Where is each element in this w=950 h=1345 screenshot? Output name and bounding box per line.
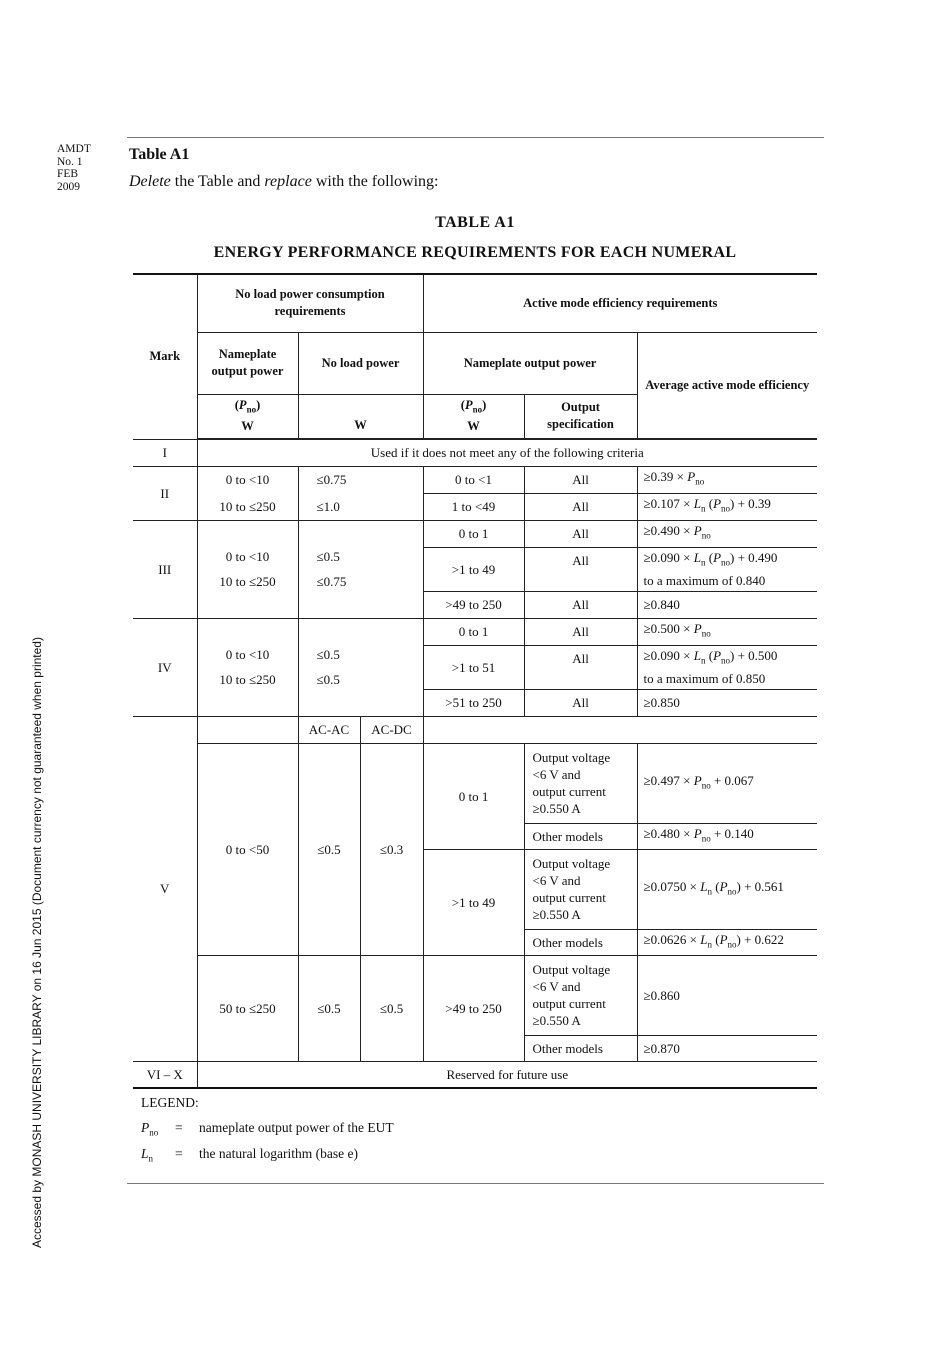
II-range-a: 0 to <1 xyxy=(423,466,524,493)
II-eff-b: $\ge 0.107 \times L_n$ $(P_{no}) + 0.39$ xyxy=(637,493,817,520)
II-eff-a: $\ge 0.39 \times P_{no}$ xyxy=(637,466,817,493)
V-eff-5: ≥0.860 xyxy=(637,955,817,1035)
II-noload-1: ≤0.75 xyxy=(298,466,423,493)
IV-eff-c: ≥0.850 xyxy=(637,689,817,716)
V-blank xyxy=(197,716,298,743)
section-heading: Table A1 xyxy=(129,146,190,163)
III-eff-a: $\ge 0.490 \times P_{no}$ xyxy=(637,520,817,547)
V-acac-header: AC-AC xyxy=(298,716,360,743)
V-eff-4: $\ge 0.0626 \times L_n$ $(P_{no}) + 0.622$ xyxy=(637,929,817,955)
top-rule xyxy=(127,137,824,138)
legend-pno: $P_{no}$ = nameplate output power of the EUT xyxy=(141,1120,394,1138)
V-eff-6: ≥0.870 xyxy=(637,1035,817,1061)
II-noload-2: ≤1.0 xyxy=(298,493,423,520)
row-II-b xyxy=(133,493,817,520)
II-spec-b: All xyxy=(524,493,637,520)
pno-unit-header: $(P_{no})$ W xyxy=(197,394,298,438)
header-row-1 xyxy=(133,274,817,332)
table-title: ENERGY PERFORMANCE REQUIREMENTS FOR EACH NUMERAL xyxy=(213,244,737,261)
III-nameplate: 0 to <10 10 to ≤250 xyxy=(197,520,298,618)
row-V-1 xyxy=(133,743,817,823)
nameplate-header-2: Nameplate output power xyxy=(423,332,637,394)
mark-V: V xyxy=(133,716,197,1061)
row-V-5 xyxy=(133,955,817,1035)
V-range-1: 0 to 1 xyxy=(423,743,524,849)
III-range-a: 0 to 1 xyxy=(423,520,524,547)
V-eff-2: $\ge 0.480 \times P_{no} + 0.140$ xyxy=(637,823,817,849)
III-spec-c: All xyxy=(524,591,637,618)
energy-requirements-table xyxy=(133,273,817,1089)
V-acdc-1: ≤0.3 xyxy=(360,743,423,955)
IV-range-b: >1 to 51 xyxy=(423,645,524,689)
III-range-c: >49 to 250 xyxy=(423,591,524,618)
output-spec-header: Output specification xyxy=(524,394,637,438)
amendment-note: AMDT No. 1 FEB 2009 xyxy=(57,143,91,193)
II-range-b: 1 to <49 xyxy=(423,493,524,520)
III-spec-a: All xyxy=(524,520,637,547)
V-blank-right xyxy=(423,716,817,743)
no-load-power-header: No load power xyxy=(298,332,423,394)
III-eff-c: ≥0.840 xyxy=(637,591,817,618)
III-spec-b: All xyxy=(524,547,637,591)
pno-unit-header-2: $(P_{no})$ W xyxy=(423,394,524,438)
row-III-a xyxy=(133,520,817,547)
V-acac-2: ≤0.5 xyxy=(298,955,360,1061)
V-spec-5: Output voltage <6 V and output current ≥0.550 A xyxy=(524,955,637,1035)
IV-eff-b: $\ge 0.090 \times L_n$ $(P_{no}) + 0.500$ to a maximum of 0.850 xyxy=(637,645,817,689)
mark-I: I xyxy=(133,439,197,466)
V-spec-4: Other models xyxy=(524,929,637,955)
V-nameplate-2: 50 to ≤250 xyxy=(197,955,298,1061)
row-I xyxy=(133,439,817,466)
no-load-group-header: No load power consumption requirements xyxy=(197,274,423,332)
header-row-2 xyxy=(133,332,817,394)
IV-range-a: 0 to 1 xyxy=(423,618,524,645)
IV-spec-a: All xyxy=(524,618,637,645)
V-spec-1: Output voltage <6 V and output current ≥0.550 A xyxy=(524,743,637,823)
IV-eff-a: $\ge 0.500 \times P_{no}$ xyxy=(637,618,817,645)
row-VI-X xyxy=(133,1061,817,1088)
II-spec-a: All xyxy=(524,466,637,493)
V-eff-1: $\ge 0.497 \times P_{no} + 0.067$ xyxy=(637,743,817,823)
access-watermark: Accessed by MONASH UNIVERSITY LIBRARY on 16 Jun 2015 (Document currency not guaranteed when printed) xyxy=(30,637,44,1248)
V-nameplate-1: 0 to <50 xyxy=(197,743,298,955)
III-range-b: >1 to 49 xyxy=(423,547,524,591)
row-I-text: Used if it does not meet any of the following criteria xyxy=(197,439,817,466)
bottom-rule xyxy=(127,1183,824,1184)
V-eff-3: $\ge 0.0750 \times L_n$ $(P_{no}) + 0.561$ xyxy=(637,849,817,929)
IV-noload: ≤0.5 ≤0.5 xyxy=(298,618,423,716)
mark-IV: IV xyxy=(133,618,197,716)
mark-VI-X: VI – X xyxy=(133,1061,197,1088)
V-acdc-2: ≤0.5 xyxy=(360,955,423,1061)
V-acac-1: ≤0.5 xyxy=(298,743,360,955)
row-V-head xyxy=(133,716,817,743)
IV-nameplate: 0 to <10 10 to ≤250 xyxy=(197,618,298,716)
III-noload: ≤0.5 ≤0.75 xyxy=(298,520,423,618)
II-nameplate-1: 0 to <10 xyxy=(197,466,298,493)
legend-ln: $L_n$ = the natural logarithm (base e) xyxy=(141,1146,358,1164)
mark-II: II xyxy=(133,466,197,520)
V-spec-3: Output voltage <6 V and output current ≥0.550 A xyxy=(524,849,637,929)
V-acdc-header: AC-DC xyxy=(360,716,423,743)
V-spec-2: Other models xyxy=(524,823,637,849)
active-group-header: Active mode efficiency requirements xyxy=(423,274,817,332)
w-unit-header: W xyxy=(298,394,423,438)
mark-header: Mark xyxy=(133,274,197,439)
mark-III: III xyxy=(133,520,197,618)
legend-title: LEGEND: xyxy=(141,1095,199,1110)
IV-spec-b: All xyxy=(524,645,637,689)
avg-efficiency-header: Average active mode efficiency xyxy=(637,332,817,438)
row-IV-a xyxy=(133,618,817,645)
III-eff-b: $\ge 0.090 \times L_n$ $(P_{no}) + 0.490$ to a maximum of 0.840 xyxy=(637,547,817,591)
IV-range-c: >51 to 250 xyxy=(423,689,524,716)
table-number: TABLE A1 xyxy=(435,214,515,231)
V-spec-6: Other models xyxy=(524,1035,637,1061)
instruction: Delete the Table and replace with the following: xyxy=(129,173,439,190)
V-range-2: >1 to 49 xyxy=(423,849,524,955)
V-range-3: >49 to 250 xyxy=(423,955,524,1061)
II-nameplate-2: 10 to ≤250 xyxy=(197,493,298,520)
row-II-a xyxy=(133,466,817,493)
row-VI-X-text: Reserved for future use xyxy=(197,1061,817,1088)
IV-spec-c: All xyxy=(524,689,637,716)
nameplate-header: Nameplate output power xyxy=(197,332,298,394)
